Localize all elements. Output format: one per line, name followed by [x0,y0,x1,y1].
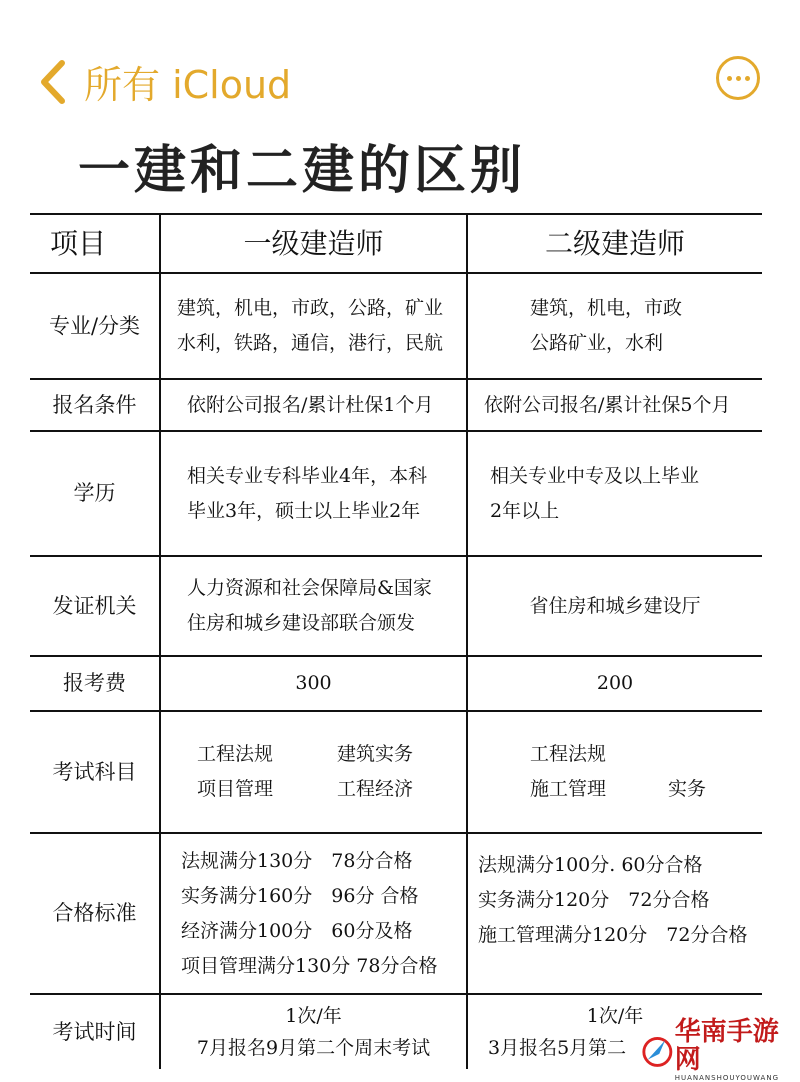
subject: 实务 [668,778,707,800]
row-label: 考试时间 [30,994,160,1069]
cell-line: 1次/年 [285,1005,342,1027]
cell-line: 公路矿业，水利 [530,332,664,354]
watermark-sub: HUANANSHOUYOUWANG [674,1074,779,1082]
subject: 项目管理 [197,778,274,800]
cell-line: 省住房和城乡建设厅 [529,594,701,617]
table-row [30,656,762,711]
cell-line: 300 [295,672,332,694]
cell-line: 法规满分100分. 60分合格 [478,854,703,876]
cell-line: 1次/年 [586,1005,644,1027]
cell-line: 法规满分130分 78分合格 [181,849,413,872]
cell-line: 经济满分100分 60分及格 [181,919,413,942]
cell-line: 毕业3年，硕士以上毕业2年 [187,499,421,522]
cell-line: 住房和城乡建设部联合颁发 [187,612,416,634]
table-row [30,711,762,833]
cell-line: 项目管理满分130分 78分合格 [181,954,438,977]
table-row [30,273,762,379]
row-label: 发证机关 [30,556,160,656]
row-label: 考试科目 [30,711,160,833]
row-label: 报考费 [30,656,160,711]
nav-bar [0,40,800,120]
cell-line: 依附公司报名/累计杜保1个月 [187,393,434,416]
cell-line: 水利，铁路，通信，港行，民航 [177,332,444,354]
cell-line: 人力资源和社会保障局&国家 [187,577,432,599]
subject: 工程经济 [337,778,414,800]
comparison-table [30,213,762,1069]
header-second-level: 二级建造师 [467,214,762,273]
subject [668,737,788,772]
subject: 工程法规 [197,743,274,765]
row-label: 专业/分类 [30,273,160,379]
row-label: 学历 [30,431,160,556]
table-row [30,556,762,656]
subject: 工程法规 [530,743,607,765]
cell-line: 相关专业中专及以上毕业 [490,464,700,487]
cell-line: 施工管理满分120分 72分合格 [478,924,748,946]
cell-line: 200 [596,672,634,694]
subject: 建筑实务 [337,743,414,765]
page-title: 一建和二建的区别 [78,141,527,201]
cell-line: 3月报名5月第二 [488,1037,627,1059]
table-row [30,379,762,431]
cell-line: 7月报名9月第二个周末考试 [196,1037,431,1059]
header-first-level: 一级建造师 [160,214,467,273]
table-row [30,833,762,994]
table-header [30,214,762,273]
ellipsis-circle-icon[interactable] [716,56,760,100]
cell-line: 建筑，机电，市政 [530,297,683,319]
chevron-left-icon [36,59,70,105]
watermark-logo [640,1018,800,1082]
watermark-name: 华南手游网 [674,1017,779,1075]
cell-line: 实务满分160分 96分 合格 [181,884,419,907]
back-label: 所有 iCloud [84,63,292,107]
cell-line: 依附公司报名/累计社保5个月 [484,393,731,416]
table-row [30,431,762,556]
cell-line: 实务满分120分 72分合格 [478,889,710,911]
cell-line: 建筑，机电，市政，公路，矿业 [177,297,444,319]
subject: 施工管理 [530,778,607,800]
cell-line: 相关专业专科毕业4年，本科 [187,464,428,487]
back-button[interactable] [36,54,291,109]
header-item: 项目 [30,214,160,273]
cell-line: 2年以上 [490,499,560,522]
row-label: 合格标准 [30,833,160,994]
row-label: 报名条件 [30,379,160,431]
watermark-icon [640,1030,675,1070]
